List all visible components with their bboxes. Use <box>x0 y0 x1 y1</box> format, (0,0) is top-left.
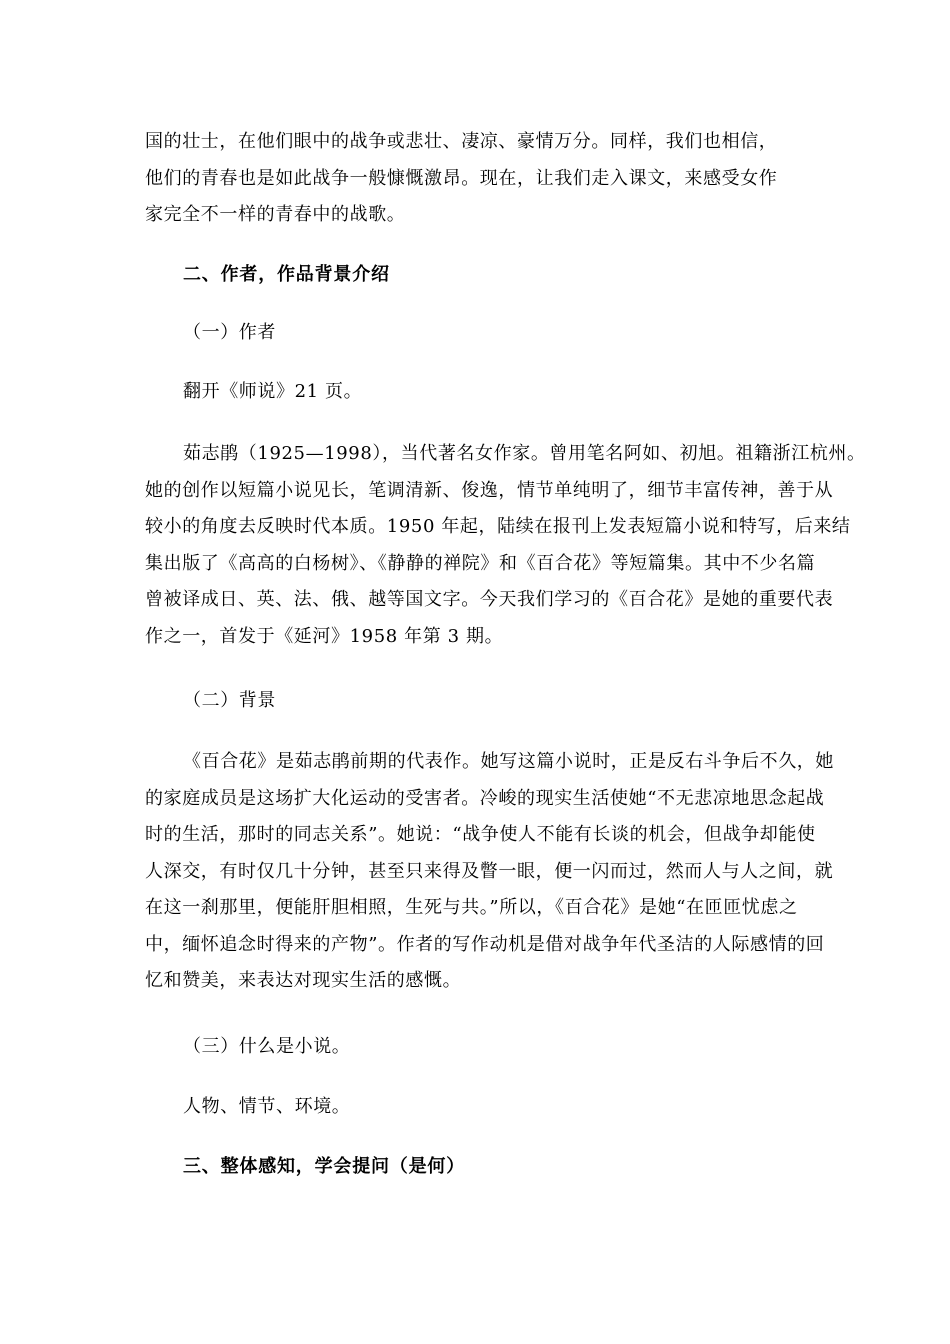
background-line-4: 人深交，有时仅几十分钟，甚至只来得及瞥一眼，便一闪而过，然而人与人之间，就 <box>145 860 834 882</box>
background-line-6: 中，缅怀追念时得来的产物”。作者的写作动机是借对战争年代圣洁的人际感情的回 <box>145 933 825 955</box>
background-line-5: 在这一刹那里，便能肝胆相照，生死与共。”所以，《百合花》是她“在匝匝忧虑之 <box>145 897 798 918</box>
novel-elements: 人物、情节、环境。 <box>183 1096 351 1117</box>
subheading-background: （二）背景 <box>183 690 276 711</box>
author-line-5: 曾被译成日、英、法、俄、越等国文字。今天我们学习的《百合花》是她的重要代表 <box>145 589 834 610</box>
background-line-1: 《百合花》是茹志鹃前期的代表作。她写这篇小说时，正是反右斗争后不久，她 <box>183 751 834 772</box>
intro-line-1: 国的壮士，在他们眼中的战争或悲壮、凄凉、豪情万分。同样，我们也相信， <box>145 131 778 152</box>
background-paragraph <box>145 744 834 1000</box>
author-line-2: 她的创作以短篇小说见长，笔调清新、俊逸，情节单纯明了，细节丰富传神，善于从 <box>145 479 834 501</box>
subheading-author: （一）作者 <box>183 322 276 343</box>
background-line-3: 时的生活，那时的同志关系”。她说：“战争使人不能有长谈的机会，但战争却能使 <box>145 824 816 845</box>
author-line-1: 茹志鹃（1925—1998），当代著名女作家。曾用笔名阿如、初旭。祖籍浙江杭州。 <box>183 443 866 464</box>
section-heading-3: 三、整体感知，学会提问（是何） <box>183 1156 465 1177</box>
author-line-3: 较小的角度去反映时代本质。1950 年起，陆续在报刊上发表短篇小说和特写，后来结 <box>145 516 851 537</box>
subheading-novel: （三）什么是小说。 <box>183 1036 351 1057</box>
section-heading-2: 二、作者，作品背景介绍 <box>183 264 390 285</box>
author-paragraph <box>145 436 866 655</box>
author-line-6: 作之一，首发于《延河》1958 年第 3 期。 <box>145 625 504 647</box>
author-line-4: 集出版了《高高的白杨树》、《静静的禅院》和《百合花》等短篇集。其中不少名篇 <box>145 552 816 574</box>
background-line-7: 忆和赞美，来表达对现实生活的感慨。 <box>145 970 462 991</box>
intro-paragraph <box>145 124 805 234</box>
background-line-2: 的家庭成员是这场扩大化运动的受害者。冷峻的现实生活使她“不无悲凉地思念起战 <box>145 787 825 809</box>
intro-line-2: 他们的青春也是如此战争一般慷慨激昂。现在，让我们走入课文，来感受女作 <box>145 167 778 189</box>
instruction-text: 翻开《师说》21 页。 <box>183 381 363 402</box>
intro-line-3: 家完全不一样的青春中的战歌。 <box>145 204 406 225</box>
